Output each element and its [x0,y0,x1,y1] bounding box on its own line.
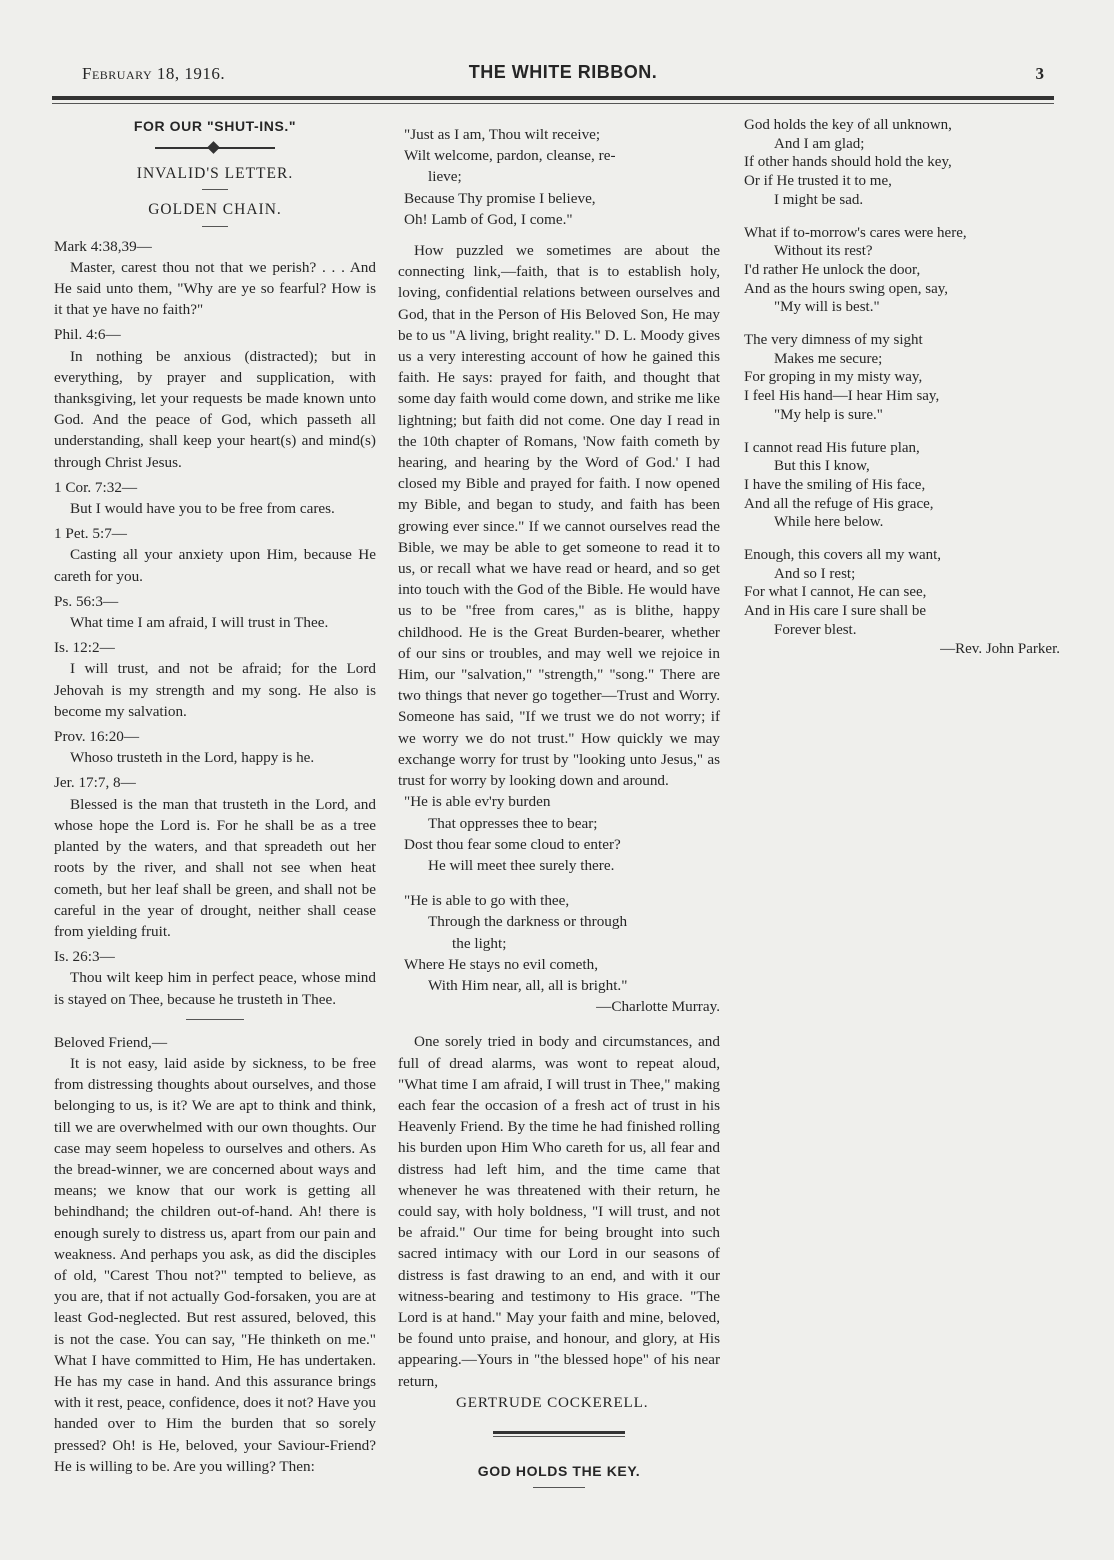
letter-title: INVALID'S LETTER. [136,165,294,183]
header-rule-thin [52,103,1054,104]
divider [186,1019,244,1020]
scripture-text: Master, carest thou not that we perish? . . . And He said unto them, "Why are ye so fearful? How is it that ye have no faith?" [54,258,376,319]
key-poem [744,116,1060,658]
hymn-line: Wilt welcome, pardon, cleanse, re- [404,147,616,165]
poem-line: The very dimness of my sight [744,332,923,349]
poem-line: And I am glad; [774,135,865,152]
poem-line: And so I rest; [774,565,856,582]
scripture-ref: 1 Pet. 5:7— [54,525,127,543]
issue-date: February 18, 1916. [82,64,226,83]
hymn-line: lieve; [428,168,462,186]
stanza [744,439,1060,533]
scripture-ref: Mark 4:38,39— [54,237,152,255]
scripture-ref: Ps. 56:3— [54,592,119,610]
stanza [744,224,1060,318]
hymn-verse [398,124,720,230]
divider [202,189,228,190]
stanza [744,546,1060,640]
poem-line: "My help is sure." [774,406,883,423]
poem-line: With Him near, all, all is bright." [428,976,628,994]
poem-author: —Rev. John Parker. [940,640,1060,657]
scripture-text: Whoso trusteth in the Lord, happy is he. [70,749,315,767]
poem-line: I feel His hand—I hear Him say, [744,388,940,405]
poem-line: God holds the key of all unknown, [744,117,952,133]
poem-line: And all the refuge of His grace, [744,495,934,512]
poem-line: the light; [452,934,507,952]
scripture-text: Thou wilt keep him in perfect peace, whose mind is stayed on Thee, because he trusteth in Thee. [54,969,376,1008]
stanza [744,331,1060,425]
column-2 [398,116,720,1497]
stanza [744,116,1060,210]
quoted-poem [398,890,720,1017]
divider [533,1487,585,1488]
scripture-ref: Jer. 17:7, 8— [54,774,136,792]
poem-line: I cannot read His future plan, [744,439,920,456]
hymn-line: "Just as I am, Thou wilt receive; [404,126,601,143]
poem-line: Or if He trusted it to me, [744,173,892,190]
poem-line: He will meet thee surely there. [428,856,615,874]
scripture-text: I will trust, and not be afraid; for the Lord Jehovah is my strength and my song. He also is become my salvation. [54,660,376,720]
publication-title: THE WHITE RIBBON. [468,62,658,82]
poem-line: For groping in my misty way, [744,369,923,386]
divider [202,226,228,227]
salutation: Beloved Friend,— [54,1033,168,1051]
poem-line: If other hands should hold the key, [744,154,952,171]
poem-line: Through the darkness or through [428,913,628,931]
section-rule [493,1431,625,1437]
poem-line: "He is able to go with thee, [404,892,570,910]
poem-line: Dost thou fear some cloud to enter? [404,835,621,853]
scripture-text: Blessed is the man that trusteth in the Lord, and whose hope the Lord is. For he shall be as a tree planted by the waters, and that spreadeth out her roots by the river, and shall not see when heat cometh, but her leaf shall be green, and shall not be careful in the year of drought, neither shall cease from yielding fruit. [54,795,376,940]
hymn-line: Oh! Lamb of God, I come." [404,210,573,228]
poem-line: Forever blest. [774,621,857,638]
poem-line: And in His care I sure shall be [744,603,927,620]
letter-paragraph: How puzzled we sometimes are about the connecting link,—faith, that is to establish holy, loving, confidential relations between ourselves and God, that in the Person of His Beloved Son, He may be to us "A living, bright reality." D. L. Moody gives us a very interesting account of how he gained this faith. He says: prayed for faith, and thought that some day faith would come down, and strike me like lightning; but faith did not come. One day I read in the 10th chapter of Romans, 'Now faith cometh by hearing, and hearing by the Word of God.' I had closed my Bible and prayed for faith. I now opened my Bible, and began to study, and faith has been growing ever since." If we cannot ourselves read the Bible, we may be able to get someone to read it to us, or recall what we have read or heard, and so get into touch with the God of the Bible. He would have us to be "free from cares," as is blithe, happy childhood. He is the Great Burden-bearer, whether of our sins or troubles, and may well we rejoice in Him, our "salvation," "strength," "song." There are two things that never go together—Trust and Worry. Someone has said, "If we trust we do not worry; if we worry we do not trust." How quickly we may exchange worry for trust by "looking unto Jesus," as trust for worry by looking down and around. [398,242,720,790]
ornament-divider [155,141,275,155]
scripture-ref: Prov. 16:20— [54,728,140,746]
page-number: 3 [1035,64,1044,83]
scripture-text: In nothing be anxious (distracted); but in everything, by prayer and supplication, with thanksgiving, let your requests be made known unto God. And the peace of God, which passeth all understanding, shall keep your heart(s) and mind(s) through Christ Jesus. [54,347,376,471]
chain-title: GOLDEN CHAIN. [148,201,282,219]
section-heading: FOR OUR "SHUT-INS." [133,118,297,134]
page-header [82,62,1044,86]
scripture-text: But I would have you to be free from cares. [70,500,335,518]
poem-line: But this I know, [774,458,870,475]
poem-line: For what I cannot, He can see, [744,584,927,601]
scripture-ref: Is. 26:3— [54,948,115,966]
poem-line: Where He stays no evil cometh, [404,955,598,973]
letter-paragraph: It is not easy, laid aside by sickness, to be free from distressing thoughts about ourselves, and those belonging to us, is it? We are apt to think and think, till we are overwhelmed with our own thoughts. Our case may seem hopeless to ourselves and others. As the bread-winner, we are concerned about ways and means; we know that our work is getting all behindhand; the children out-of-hand. Ah! there is enough surely to distress us, apart from our pain and weakness. And perhaps you ask, as did the disciples of old, "Carest Thou not?" tempted to believe, as you are, that if not actually God-forsaken, you are at least God-neglected. But rest assured, beloved, this is not the case. You can say, "He thinketh on me." What I have committed to Him, He has undertaken. He has my case in hand. And this assurance brings with it rest, peace, confidence, does it not? Have you handed over to Him the burden that so sorely pressed? Oh! is He, beloved, your Saviour-Friend? He is willing to be. Are you willing? Then: [54,1054,376,1475]
poem-line: I might be sad. [774,191,864,208]
poem-line: I have the smiling of His face, [744,476,926,493]
poem-line: I'd rather He unlock the door, [744,261,921,278]
poem-title: GOD HOLDS THE KEY. [477,1462,641,1479]
column-1 [54,116,376,1477]
column-3 [744,116,1060,658]
poem-line: "My will is best." [774,299,880,316]
poem-author: —Charlotte Murray. [596,998,720,1016]
hymn-line: Because Thy promise I believe, [404,189,596,207]
poem-line: What if to-morrow's cares were here, [744,224,967,241]
poem-line: "He is able ev'ry burden [404,793,551,811]
poem-line: Enough, this covers all my want, [744,547,942,564]
scripture-text: What time I am afraid, I will trust in Thee. [70,614,329,632]
letter-paragraph: One sorely tried in body and circumstances, and full of dread alarms, was wont to repeat aloud, "What time I am afraid, I will trust in Thee," making each fear the occasion of a fresh act of trust in his Heavenly Friend. By the time he had finished rolling his burden upon Him Who careth for us, all fear and distress had left him, and the time came that whenever he was threatened with their return, he could say, with holy boldness, "I will trust, and not be afraid." Our time for being brought into such sacred intimacy with our Lord in our seasons of distress is fast drawing to an end, and with it our witness-bearing and testimony to His grace. "The Lord is at hand." May your faith and mine, beloved, be found unto praise, and honour, and glory, at His appearing.—Yours in "the blessed hope" of his near return, [398,1033,720,1390]
poem-line: Makes me secure; [774,350,883,367]
poem-line: That oppresses thee to bear; [428,814,598,832]
poem-line: While here below. [774,514,884,531]
poem-line: And as the hours swing open, say, [744,280,949,297]
quoted-poem [398,791,720,876]
scripture-ref: 1 Cor. 7:32— [54,478,138,496]
signature: GERTRUDE COCKERELL. [456,1393,649,1411]
scripture-ref: Is. 12:2— [54,639,115,657]
scripture-text: Casting all your anxiety upon Him, because He careth for you. [54,546,376,585]
poem-line: Without its rest? [774,243,873,260]
header-rule [52,96,1054,100]
scripture-ref: Phil. 4:6— [54,326,121,344]
